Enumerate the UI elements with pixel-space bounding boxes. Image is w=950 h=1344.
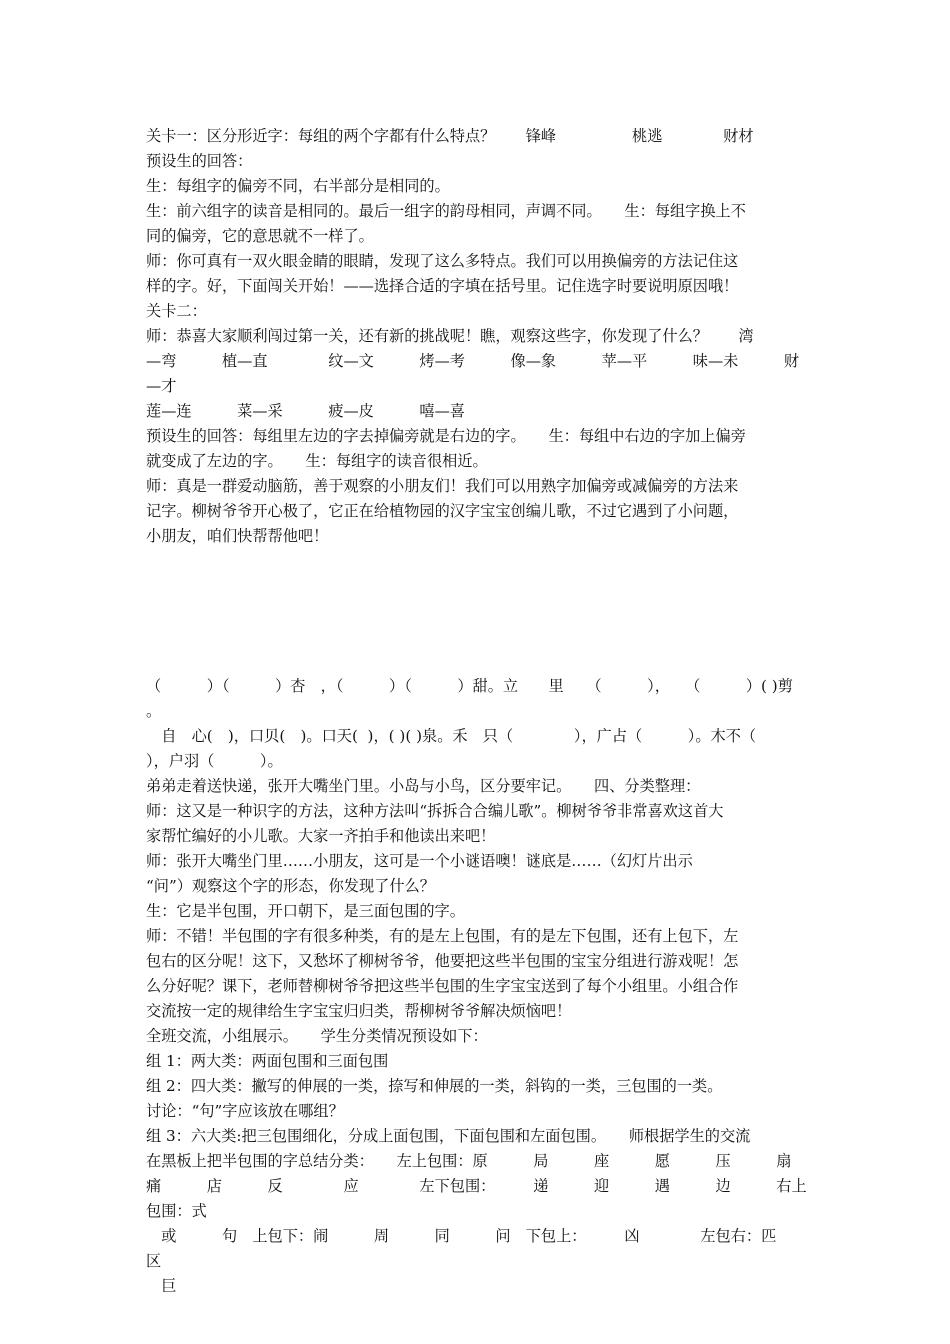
text-line: （ ）（ ）杏 ，（ ）（ ）甜。立 里 （ ）， （ ）( )剪 。 [146,677,824,720]
text-line: 痛 店 反 应 左下包围： 递 迎 遇 边 右上包围：式 [146,1177,807,1220]
text-line: 或 句 上包下：闹 周 同 问 下包上： 凶 左包右：匹 区 [146,1227,822,1270]
text-line: 同的偏旁，它的意思就不一样了。 [146,227,374,245]
text-line: 师：不错！半包围的字有很多种类，有的是左上包围，有的是左下包围，还有上包下，左 [146,927,739,945]
text-line: 交流按一定的规律给生字宝宝归归类，帮柳树爷爷解决烦恼吧！ [146,1002,572,1020]
text-line: 弟弟走着送快递，张开大嘴坐门里。小岛与小鸟，区分要牢记。 四、分类整理： [146,777,701,795]
text-line: 家帮忙编好的小儿歌。大家一齐拍手和他读出来吧！ [146,827,496,845]
text-line: “问”）观察这个字的形态，你发现了什么？ [146,877,435,895]
text-line: 生：前六组字的读音是相同的。最后一组字的韵母相同，声调不同。 生：每组字换上不 [146,202,746,220]
text-line: 在黑板上把半包围的字总结分类： 左上包围：原 局 座 愿 压 扇 [146,1152,792,1170]
text-line: 预设生的回答：每组里左边的字去掉偏旁就是右边的字。 生：每组中右边的字加上偏旁 [146,427,746,445]
text-line: 预设生的回答： [146,152,253,170]
text-line: 莲—连 菜—采 疲—皮 嘻—喜 [146,402,465,420]
text-line: 组 3：六大类:把三包围细化，分成上面包围，下面包围和左面包围。 师根据学生的交流 [146,1127,751,1145]
text-line: 小朋友，咱们快帮帮他吧！ [146,527,329,545]
text-line: 讨论：“句”字应该放在哪组？ [146,1102,344,1120]
text-line: 样的字。好，下面闯关开始！——选择合适的字填在括号里。记住选字时要说明原因哦！ [146,277,739,295]
text-line: 生：每组字的偏旁不同，右半部分是相同的。 [146,177,450,195]
text-line: 关卡二： [146,302,207,320]
text-line: 巨 [146,1277,177,1295]
text-line: 全班交流，小组展示。 学生分类情况预设如下： [146,1027,488,1045]
lesson-section-1 [146,124,814,549]
text-line: 师：这又是一种识字的方法，这种方法叫“拆拆合合编儿歌”。柳树爷爷非常喜欢这首大 [146,802,724,820]
text-line: 组 1：两大类：两面包围和三面包围 [146,1052,389,1070]
text-line: 么分好呢？课下，老师替柳树爷爷把这些半包围的生字宝宝送到了每个小组里。小组合作 [146,977,739,995]
text-line: 师：你可真有一双火眼金睛的眼睛，发现了这么多特点。我们可以用换偏旁的方法记住这 [146,252,739,270]
text-line: 师：真是一群爱动脑筋，善于观察的小朋友们！我们可以用熟字加偏旁或减偏旁的方法来 [146,477,739,495]
text-line: 自 心( )，口贝( )。口天( )，( )( )泉。禾 只（ ），广占（ ）。木不（ [146,727,757,745]
text-line: 师：恭喜大家顺利闯过第一关，还有新的挑战呢！瞧，观察这些字，你发现了什么？ 湾 [146,327,754,345]
text-line: 就变成了左边的字。 生：每组字的读音很相近。 [146,452,488,470]
text-line: 关卡一：区分形近字：每组的两个字都有什么特点？ 锋峰 桃逃 财材 [146,127,754,145]
text-line: ），户羽（ ）。 [146,752,283,770]
lesson-section-2 [146,674,824,1299]
text-line: 组 2：四大类：撇写的伸展的一类，捺写和伸展的一类，斜钩的一类，三包围的一类。 [146,1077,723,1095]
text-line: 记字。柳树爷爷开心极了，它正在给植物园的汉字宝宝创编儿歌，不过它遇到了小问题， [146,502,739,520]
text-line: 师：张开大嘴坐门里……小朋友，这可是一个小谜语噢！谜底是……（幻灯片出示 [146,852,693,870]
text-line: 包右的区分呢！这下，又愁坏了柳树爷爷，他要把这些半包围的宝宝分组进行游戏呢！怎 [146,952,739,970]
text-line: 生：它是半包围，开口朝下，是三面包围的字。 [146,902,465,920]
text-line: —弯 植—直 纹—文 烤—考 像—象 苹—平 味—未 财—才 [146,352,800,395]
